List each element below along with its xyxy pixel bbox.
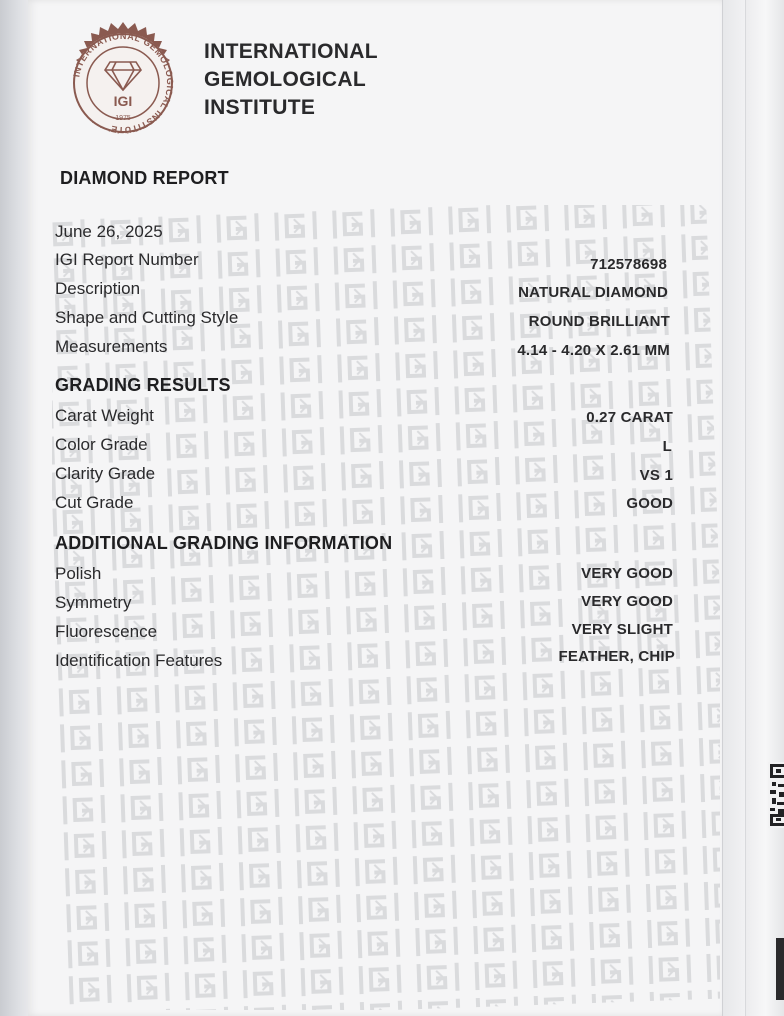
field-row-description [55,279,675,303]
field-value: 4.14 - 4.20 X 2.61 MM [517,342,670,359]
field-value: VERY GOOD [581,593,673,610]
field-label: Shape and Cutting Style [55,308,239,327]
field-label: Measurements [55,337,168,356]
left-fold [0,0,30,1016]
igi-seal-icon [60,20,186,146]
field-label: Symmetry [55,593,132,612]
svg-text:1975: 1975 [115,115,131,122]
institute-name-line-1: INTERNATIONAL [204,40,378,63]
field-value: L [662,438,672,455]
field-row-report-number [55,250,675,274]
field-row-shape [55,308,675,332]
right-fold-edge [745,0,784,1016]
field-row-fluorescence [55,622,675,646]
qr-code-icon [768,762,784,828]
svg-text:INTERNATIONAL GEMOLOGICAL INST: INTERNATIONAL GEMOLOGICAL INSTITUTE [71,30,176,136]
field-row-color-grade [55,435,675,459]
institute-name [204,38,378,122]
field-row-clarity-grade [55,464,675,488]
field-value: 0.27 CARAT [586,409,673,426]
field-value: VERY GOOD [581,565,673,582]
field-label: IGI Report Number [55,250,199,269]
field-row-identification-features [55,648,675,675]
field-label: Identification Features [55,651,223,670]
grading-results-heading: GRADING RESULTS [55,375,231,395]
field-label: Color Grade [55,435,148,454]
additional-info-heading: ADDITIONAL GRADING INFORMATION [55,533,393,553]
field-label: Carat Weight [55,406,154,425]
svg-text:IGI: IGI [113,93,133,109]
field-row-symmetry [55,593,675,617]
field-value: GOOD [626,495,673,512]
field-value: VERY SLIGHT [571,621,673,638]
field-value: ROUND BRILLIANT [528,313,670,330]
field-label: Cut Grade [55,493,134,512]
field-row-polish [55,564,675,588]
field-value: NATURAL DIAMOND [518,284,668,301]
field-label: Description [55,279,141,298]
qr-code-edge [776,938,784,1000]
field-row-cut-grade [55,493,675,517]
institute-name-line-2: GEMOLOGICAL [204,68,366,91]
field-label: Polish [55,564,102,583]
report-title: DIAMOND REPORT [60,168,229,188]
report-date-row [55,222,675,246]
field-label: Clarity Grade [55,464,156,483]
report-date: June 26, 2025 [55,222,163,241]
field-value: 712578698 [590,256,667,273]
field-row-carat-weight [55,406,675,430]
field-value: VS 1 [639,467,673,484]
field-value: FEATHER, CHIP [558,648,675,665]
institute-name-line-3: INSTITUTE [204,96,316,119]
field-label: Fluorescence [55,622,158,641]
field-row-measurements [55,337,675,361]
